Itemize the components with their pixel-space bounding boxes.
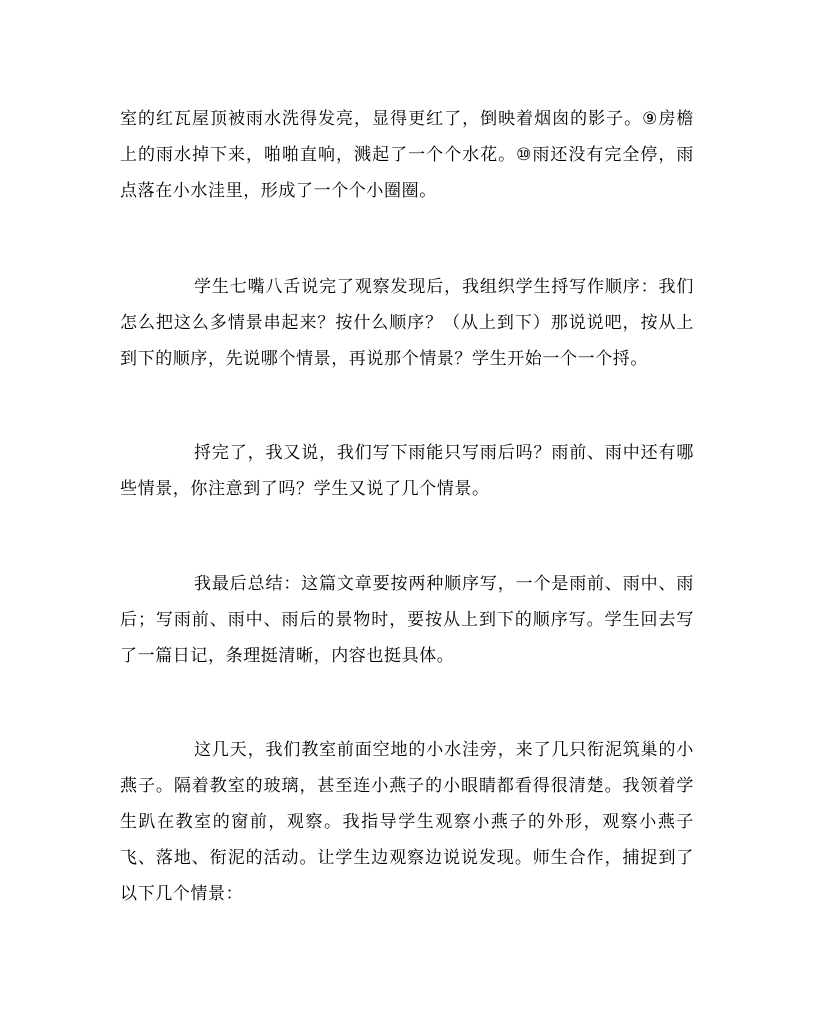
- paragraph-summary: 我最后总结：这篇文章要按两种顺序写，一个是雨前、雨中、雨后；写雨前、雨中、雨后的景物时，要按从上到下的顺序写。学生回去写了一篇日记，条理挺清晰，内容也挺具体。: [120, 574, 694, 666]
- paragraph-continued: 室的红瓦屋顶被雨水洗得发亮，显得更红了，倒映着烟囱的影子。⑨房檐上的雨水掉下来，啪啪直响，溅起了一个个水花。⑩雨还没有完全停，雨点落在小水洼里，形成了一个个小圈圈。: [120, 109, 694, 201]
- paragraph-before-during-rain: 捋完了，我又说，我们写下雨能只写雨后吗？雨前、雨中还有哪些情景，你注意到了吗？学生又说了几个情景。: [120, 443, 694, 499]
- paragraph-swallows: 这几天，我们教室前面空地的小水洼旁，来了几只衔泥筑巢的小燕子。隔着教室的玻璃，甚至连小燕子的小眼睛都看得很清楚。我领着学生趴在教室的窗前，观察。我指导学生观察小燕子的外形，观察小燕子飞、落地、衔泥的活动。让学生边观察边说说发现。师生合作，捕捉到了以下几个情景：: [120, 740, 694, 904]
- paragraph-writing-order: 学生七嘴八舌说完了观察发现后，我组织学生捋写作顺序：我们怎么把这么多情景串起来？按什么顺序？（从上到下）那说说吧，按从上到下的顺序，先说哪个情景，再说那个情景？学生开始一个一个捋。: [120, 277, 694, 369]
